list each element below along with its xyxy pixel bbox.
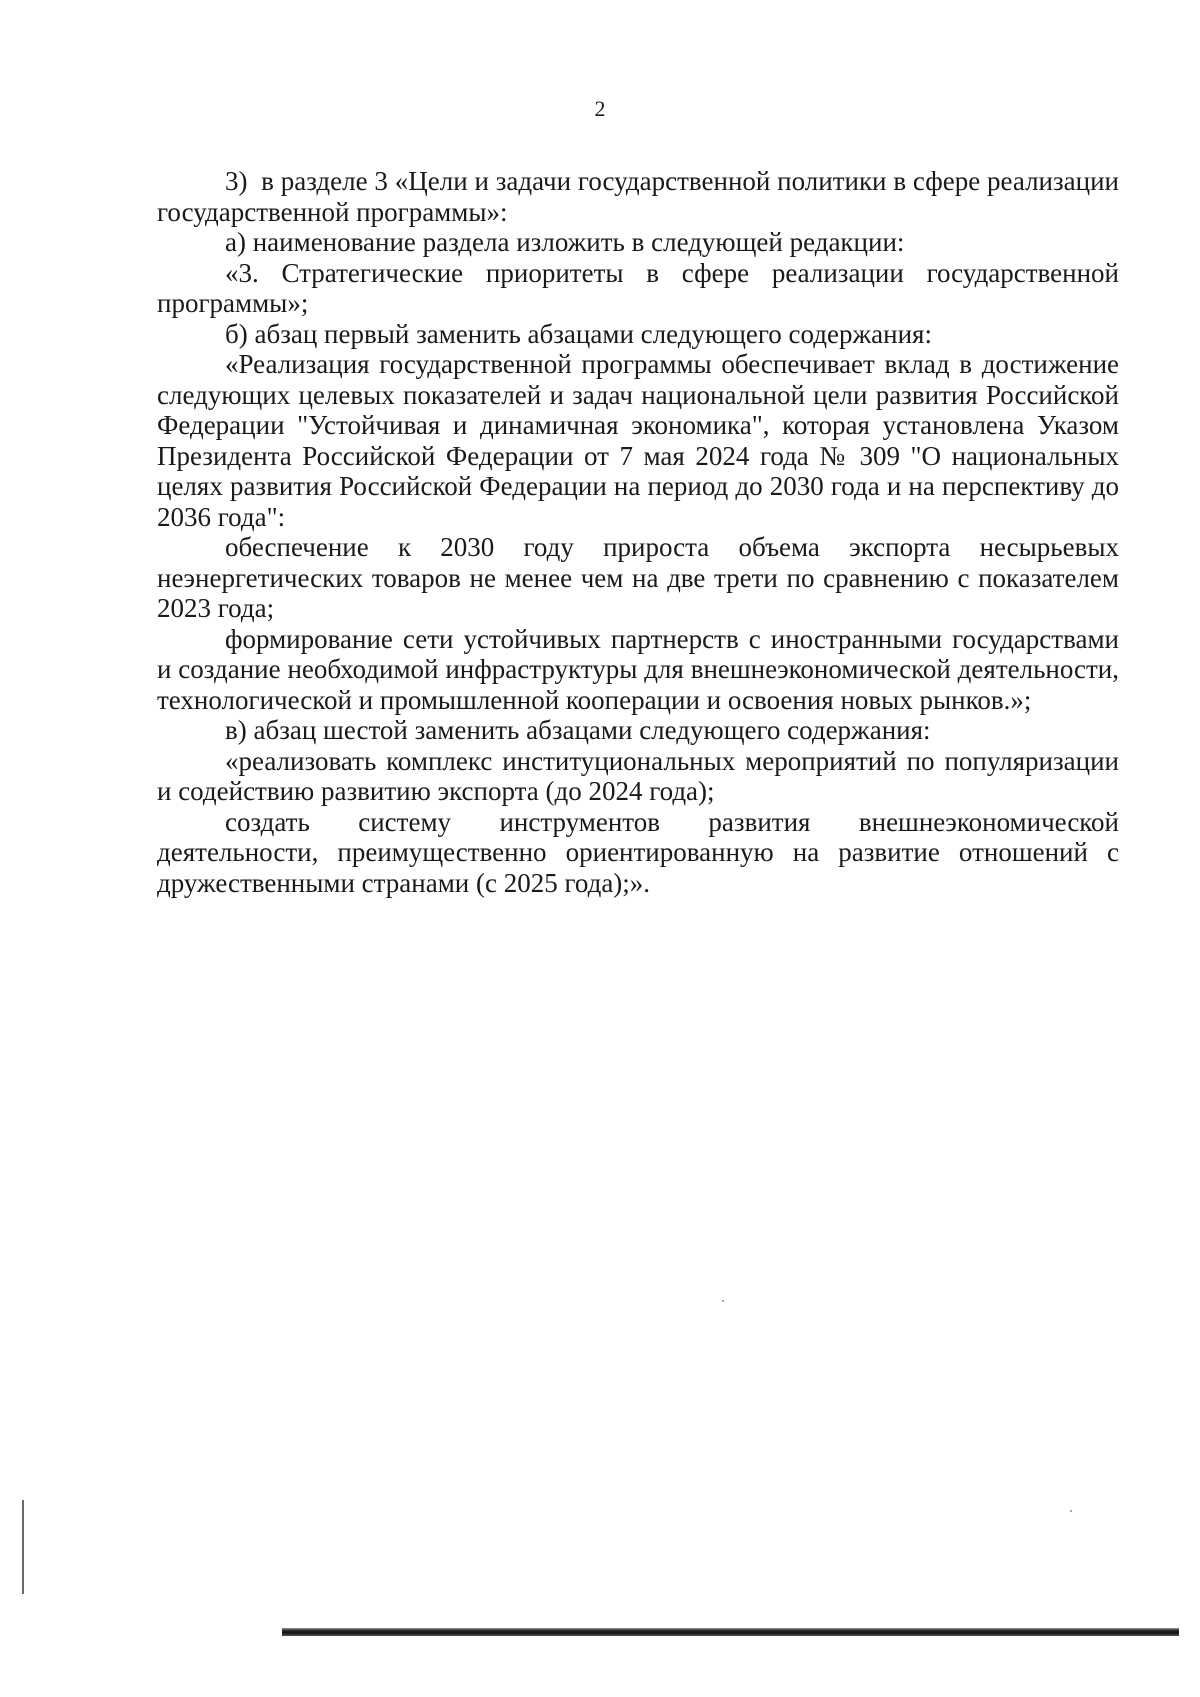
paragraph-item-3-section-3: 3) в разделе 3 «Цели и задачи государственной политики в сфере реализации государственной программы»: (157, 166, 1119, 227)
paragraph-instruments-system: создать систему инструментов развития внешнеэкономической деятельности, преимущественно ориентированную на развитие отношений с дружественными странами (с 2025 года);». (157, 806, 1119, 898)
paragraph-national-goals: «Реализация государственной программы обеспечивает вклад в достижение следующих целевых показателей и задач национальной цели развития Российской Федерации "Устойчивая и динамичная экономика", которая установлена Указом Президента Российской Федерации от 7 мая 2024 года № 309 "О национальных целях развития Российской Федерации на период до 2030 года и на перспективу до 2036 года": (157, 349, 1119, 532)
paragraph-partnerships: формирование сети устойчивых партнерств с иностранными государствами и создание необходимой инфраструктуры для внешнеэкономической деятельности, технологической и промышленной кооперации и освоения новых рынков.»; (157, 623, 1119, 715)
scan-edge-line (22, 1500, 24, 1594)
paragraph-institutional-measures: «реализовать комплекс институциональных мероприятий по популяризации и содействию развитию экспорта (до 2024 года); (157, 745, 1119, 806)
scan-speck (722, 1300, 724, 1302)
paragraph-subitem-v: в) абзац шестой заменить абзацами следующего содержания: (225, 715, 931, 745)
paragraph-subitem-a: а) наименование раздела изложить в следующей редакции: (225, 227, 905, 257)
scan-bottom-bar (282, 1628, 1179, 1636)
paragraph-new-section-title: «3. Стратегические приоритеты в сфере реализации государственной программы»; (157, 257, 1119, 318)
document-body (157, 166, 1119, 898)
paragraph-subitem-b: б) абзац первый заменить абзацами следующего содержания: (225, 318, 932, 349)
scan-speck (1070, 1510, 1072, 1512)
paragraph-export-growth: обеспечение к 2030 году прироста объема экспорта несырьевых неэнергетических товаров не менее чем на две трети по сравнению с показателем 2023 года; (157, 532, 1119, 623)
page-number: 2 (594, 96, 606, 121)
